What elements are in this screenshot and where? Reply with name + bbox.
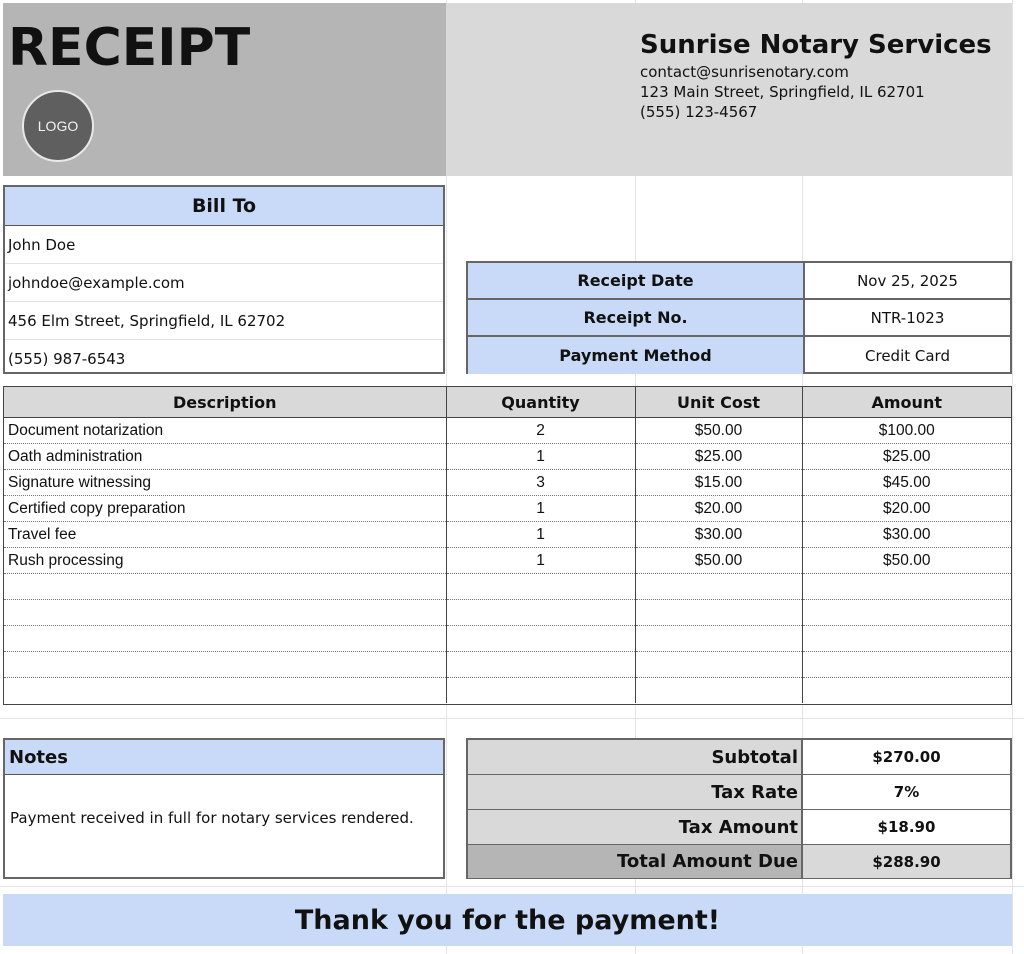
cell-description[interactable] — [4, 652, 446, 678]
cell-amount[interactable]: $100.00 — [802, 418, 1011, 444]
grid-line — [0, 886, 1024, 887]
cell-unit-cost[interactable] — [635, 652, 802, 678]
table-row — [4, 522, 1011, 548]
company-phone: (555) 123-4567 — [640, 103, 758, 121]
tax-rate-row — [468, 775, 1010, 810]
total-due-label: Total Amount Due — [468, 845, 803, 878]
cell-quantity[interactable]: 1 — [446, 496, 635, 522]
tax-rate-label: Tax Rate — [468, 775, 803, 809]
cell-unit-cost[interactable]: $50.00 — [635, 548, 802, 574]
cell-description[interactable] — [4, 574, 446, 600]
col-header-amount: Amount — [802, 387, 1011, 418]
cell-description[interactable] — [4, 600, 446, 626]
cell-amount[interactable] — [802, 600, 1011, 626]
receipt-date-row — [468, 263, 1010, 300]
cell-description[interactable]: Signature witnessing — [4, 470, 446, 496]
company-address: 123 Main Street, Springfield, IL 62701 — [640, 83, 925, 101]
cell-amount[interactable]: $25.00 — [802, 444, 1011, 470]
bill-to-email[interactable]: johndoe@example.com — [5, 264, 443, 302]
logo-placeholder — [22, 90, 94, 162]
cell-description[interactable]: Travel fee — [4, 522, 446, 548]
cell-quantity[interactable] — [446, 600, 635, 626]
cell-unit-cost[interactable]: $30.00 — [635, 522, 802, 548]
cell-unit-cost[interactable] — [635, 574, 802, 600]
table-row — [4, 470, 1011, 496]
cell-unit-cost[interactable]: $20.00 — [635, 496, 802, 522]
logo-label: LOGO — [37, 118, 79, 134]
subtotal-label: Subtotal — [468, 740, 803, 774]
grid-line — [1012, 0, 1013, 954]
col-header-unit-cost: Unit Cost — [635, 387, 802, 418]
bill-to-phone[interactable]: (555) 987-6543 — [8, 349, 126, 368]
bill-to-heading: Bill To — [5, 187, 443, 226]
cell-amount[interactable]: $50.00 — [802, 548, 1011, 574]
cell-quantity[interactable]: 1 — [446, 444, 635, 470]
receipt-no-value[interactable]: NTR-1023 — [870, 308, 945, 327]
bill-to-section — [3, 185, 445, 374]
col-header-description: Description — [4, 387, 446, 418]
thank-you-banner: Thank you for the payment! — [3, 894, 1012, 946]
cell-description[interactable] — [4, 678, 446, 704]
tax-amount-label: Tax Amount — [468, 810, 803, 844]
bill-to-address[interactable]: 456 Elm Street, Springfield, IL 62702 — [5, 302, 443, 340]
receipt-no-label: Receipt No. — [468, 300, 805, 335]
total-due-row — [468, 845, 1010, 878]
cell-unit-cost[interactable] — [635, 678, 802, 704]
table-row — [4, 418, 1011, 444]
payment-method-label: Payment Method — [468, 337, 805, 374]
table-row — [4, 652, 1011, 678]
cell-unit-cost[interactable]: $15.00 — [635, 470, 802, 496]
cell-unit-cost[interactable] — [635, 626, 802, 652]
cell-quantity[interactable] — [446, 652, 635, 678]
cell-quantity[interactable] — [446, 626, 635, 652]
cell-description[interactable]: Rush processing — [4, 548, 446, 574]
cell-quantity[interactable] — [446, 678, 635, 704]
cell-amount[interactable] — [802, 574, 1011, 600]
cell-description[interactable]: Oath administration — [4, 444, 446, 470]
cell-amount[interactable] — [802, 626, 1011, 652]
cell-description[interactable] — [4, 626, 446, 652]
table-row — [4, 600, 1011, 626]
company-email: contact@sunrisenotary.com — [640, 63, 849, 81]
payment-method-row — [468, 337, 1010, 374]
notes-text[interactable]: Payment received in full for notary services rendered. — [10, 809, 414, 827]
cell-amount[interactable]: $45.00 — [802, 470, 1011, 496]
tax-rate-value[interactable]: 7% — [893, 783, 920, 801]
table-row — [4, 574, 1011, 600]
cell-amount[interactable]: $20.00 — [802, 496, 1011, 522]
receipt-no-row — [468, 300, 1010, 337]
table-row — [4, 444, 1011, 470]
cell-quantity[interactable]: 2 — [446, 418, 635, 444]
bill-to-name[interactable]: John Doe — [5, 226, 443, 264]
col-header-quantity: Quantity — [446, 387, 635, 418]
cell-description[interactable]: Document notarization — [4, 418, 446, 444]
cell-unit-cost[interactable]: $25.00 — [635, 444, 802, 470]
cell-amount[interactable]: $30.00 — [802, 522, 1011, 548]
payment-method-value[interactable]: Credit Card — [865, 346, 950, 365]
cell-quantity[interactable]: 1 — [446, 548, 635, 574]
total-due-value[interactable]: $288.90 — [803, 845, 1010, 878]
cell-quantity[interactable]: 3 — [446, 470, 635, 496]
notes-heading: Notes — [5, 740, 443, 775]
tax-amount-value[interactable]: $18.90 — [877, 818, 936, 836]
totals-table — [466, 738, 1012, 879]
table-row — [4, 626, 1011, 652]
cell-quantity[interactable] — [446, 574, 635, 600]
cell-amount[interactable] — [802, 652, 1011, 678]
subtotal-value[interactable]: $270.00 — [872, 748, 941, 766]
table-row — [4, 496, 1011, 522]
table-header-row — [4, 387, 1011, 418]
cell-unit-cost[interactable] — [635, 600, 802, 626]
receipt-meta-table — [466, 261, 1012, 374]
cell-description[interactable]: Certified copy preparation — [4, 496, 446, 522]
notes-section — [3, 738, 445, 879]
receipt-title: RECEIPT — [8, 18, 251, 78]
grid-line — [0, 718, 1024, 719]
table-row — [4, 678, 1011, 704]
table-row — [4, 548, 1011, 574]
line-items-table — [3, 386, 1012, 705]
tax-amount-row — [468, 810, 1010, 845]
subtotal-row — [468, 740, 1010, 775]
company-name: Sunrise Notary Services — [640, 30, 992, 60]
receipt-date-label: Receipt Date — [468, 263, 805, 298]
receipt-date-value[interactable]: Nov 25, 2025 — [857, 271, 958, 290]
cell-unit-cost[interactable]: $50.00 — [635, 418, 802, 444]
cell-amount[interactable] — [802, 678, 1011, 704]
cell-quantity[interactable]: 1 — [446, 522, 635, 548]
